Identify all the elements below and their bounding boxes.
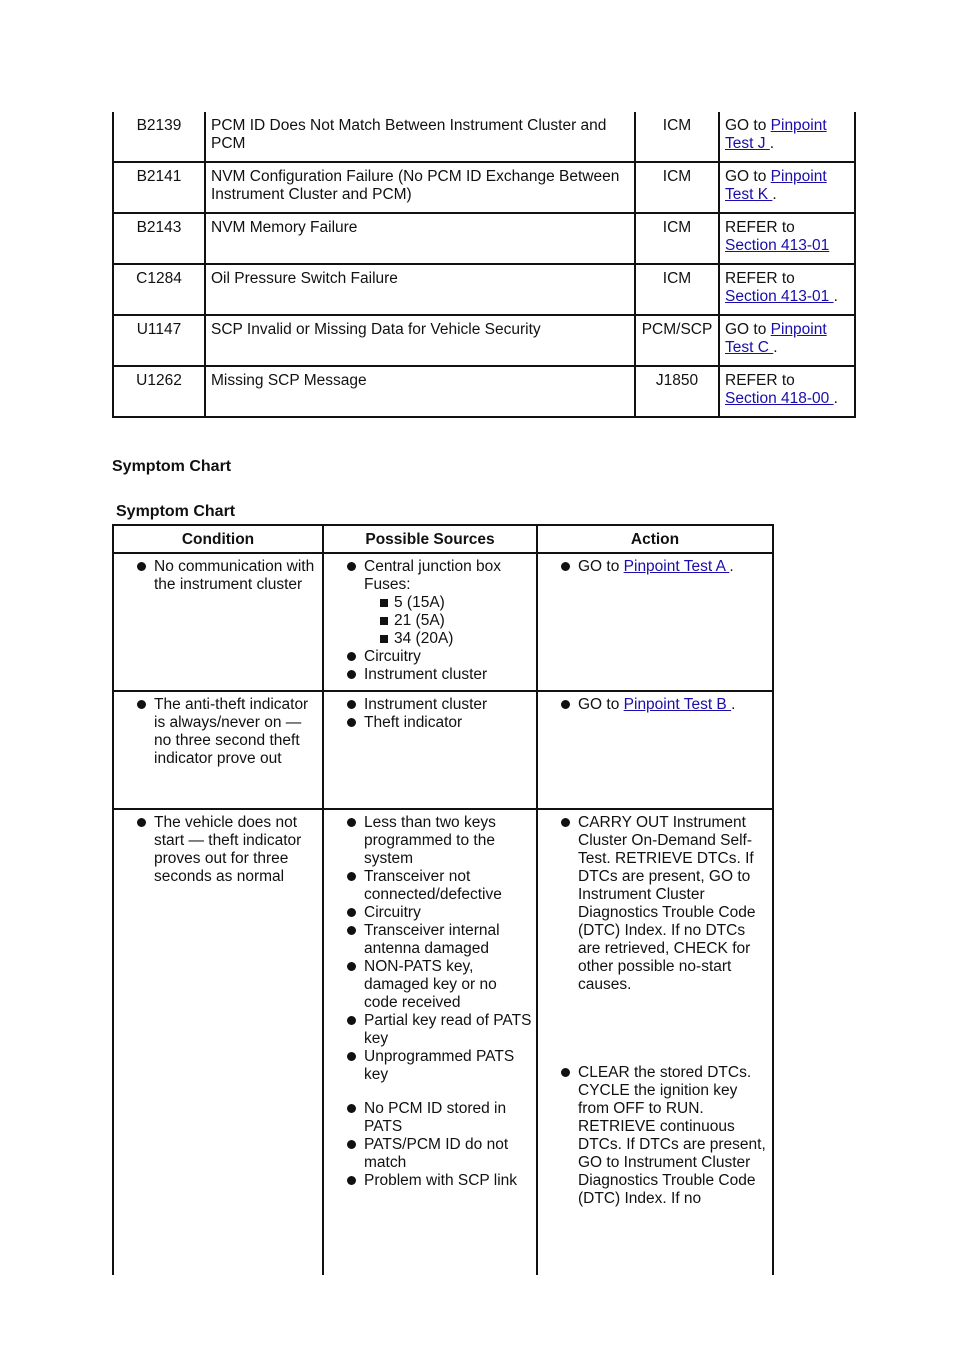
fuse-list xyxy=(364,594,534,648)
dtc-code: B2139 xyxy=(113,112,205,162)
pinpoint-test-b-link[interactable]: Pinpoint Test B xyxy=(623,696,732,713)
action-cell xyxy=(537,691,773,809)
pinpoint-test-a-link[interactable]: Pinpoint Test A xyxy=(623,558,730,575)
sources-list-group-1 xyxy=(326,814,534,1084)
table-row xyxy=(113,315,855,366)
table-row xyxy=(113,809,773,1275)
symptom-table xyxy=(112,524,774,1275)
sources-list xyxy=(326,558,534,684)
sources-list-group-2 xyxy=(326,1100,534,1190)
condition-list xyxy=(116,696,320,768)
possible-sources-header: Possible Sources xyxy=(323,525,537,553)
dtc-module: ICM xyxy=(635,213,719,264)
list-item: CARRY OUT Instrument Cluster On-Demand Self-Test. RETRIEVE DTCs. If DTCs are present, GO to Instrument Cluster Diagnostics Trouble Code (DTC) Index. If no DTCs are retrieved, CHECK for other possible no-start causes. xyxy=(578,814,770,994)
dtc-description: NVM Memory Failure xyxy=(205,213,635,264)
dtc-module: ICM xyxy=(635,264,719,315)
dtc-code: U1262 xyxy=(113,366,205,417)
action-list-1 xyxy=(540,814,770,994)
list-item xyxy=(578,696,770,714)
list-item: PATS/PCM ID do not match xyxy=(364,1136,534,1172)
section-413-01-link[interactable]: Section 413-01 xyxy=(725,288,834,305)
dtc-description: Missing SCP Message xyxy=(205,366,635,417)
dtc-code: C1284 xyxy=(113,264,205,315)
dtc-description: SCP Invalid or Missing Data for Vehicle Security xyxy=(205,315,635,366)
symptom-chart-heading: Symptom Chart xyxy=(112,458,232,475)
dtc-module: PCM/SCP xyxy=(635,315,719,366)
section-418-00-link[interactable]: Section 418-00 xyxy=(725,390,834,407)
action-suffix: . xyxy=(729,558,734,575)
dtc-action xyxy=(719,213,855,264)
list-item: Transceiver not connected/defective xyxy=(364,868,534,904)
action-text: REFER to xyxy=(725,270,795,287)
dtc-code: B2141 xyxy=(113,162,205,213)
pinpoint-test-k-link[interactable]: Pinpoint Test K xyxy=(725,168,827,203)
list-item: Unprogrammed PATS key xyxy=(364,1048,534,1084)
condition-list xyxy=(116,814,320,886)
sources-cell xyxy=(323,553,537,691)
action-suffix: . xyxy=(773,339,778,356)
table-row xyxy=(113,162,855,213)
dtc-module: ICM xyxy=(635,162,719,213)
dtc-table-body xyxy=(113,112,855,417)
list-item: Problem with SCP link xyxy=(364,1172,534,1190)
action-list xyxy=(540,696,770,714)
action-suffix: . xyxy=(833,390,838,407)
action-text: GO to xyxy=(725,321,771,338)
list-item: Theft indicator xyxy=(364,714,534,732)
condition-list xyxy=(116,558,320,594)
list-item: Circuitry xyxy=(364,648,534,666)
list-item: Instrument cluster xyxy=(364,666,534,684)
symptom-chart-caption: Symptom Chart xyxy=(116,503,236,520)
table-row xyxy=(113,691,773,809)
list-item: CLEAR the stored DTCs. CYCLE the ignition key from OFF to RUN. RETRIEVE continuous DTCs. If DTCs are present, GO to Instrument Cluster Diagnostics Trouble Code (DTC) Index. If no xyxy=(578,1064,770,1208)
pinpoint-test-j-link[interactable]: Pinpoint Test J xyxy=(725,117,827,152)
condition-cell xyxy=(113,691,323,809)
action-suffix: . xyxy=(772,186,777,203)
list-item xyxy=(364,558,534,648)
condition-header: Condition xyxy=(113,525,323,553)
spacer xyxy=(326,1084,534,1100)
action-cell xyxy=(537,809,773,1275)
action-text: GO to xyxy=(725,117,771,134)
list-item: No PCM ID stored in PATS xyxy=(364,1100,534,1136)
action-cell xyxy=(537,553,773,691)
list-item: Less than two keys programmed to the system xyxy=(364,814,534,868)
symptom-table-head xyxy=(113,525,773,553)
pinpoint-test-c-link[interactable]: Pinpoint Test C xyxy=(725,321,827,356)
dtc-module: ICM xyxy=(635,112,719,162)
list-item: Transceiver internal antenna damaged xyxy=(364,922,534,958)
list-item-text: Central junction box Fuses: xyxy=(364,558,501,593)
action-text: GO to xyxy=(578,696,624,713)
dtc-action xyxy=(719,315,855,366)
sources-cell xyxy=(323,691,537,809)
table-row xyxy=(113,553,773,691)
dtc-description: Oil Pressure Switch Failure xyxy=(205,264,635,315)
action-list-2 xyxy=(540,1064,770,1208)
section-413-01-link[interactable]: Section 413-01 xyxy=(725,237,830,254)
fuse-item: 34 (20A) xyxy=(394,630,534,648)
sources-cell xyxy=(323,809,537,1275)
list-item: No communication with the instrument cluster xyxy=(154,558,320,594)
action-text: GO to xyxy=(725,168,771,185)
dtc-description: NVM Configuration Failure (No PCM ID Exchange Between Instrument Cluster and PCM) xyxy=(205,162,635,213)
dtc-module: J1850 xyxy=(635,366,719,417)
list-item: Instrument cluster xyxy=(364,696,534,714)
table-header-row xyxy=(113,525,773,553)
symptom-table-body xyxy=(113,553,773,1275)
action-suffix: . xyxy=(769,135,775,152)
dtc-code: B2143 xyxy=(113,213,205,264)
list-item: The vehicle does not start — theft indicator proves out for three seconds as normal xyxy=(154,814,320,886)
list-item: Partial key read of PATS key xyxy=(364,1012,534,1048)
action-list xyxy=(540,558,770,576)
list-item: The anti-theft indicator is always/never on — no three second theft indicator prove out xyxy=(154,696,320,768)
list-item xyxy=(578,558,770,576)
dtc-table xyxy=(112,112,856,418)
action-header: Action xyxy=(537,525,773,553)
action-text: REFER to xyxy=(725,372,795,389)
dtc-action xyxy=(719,112,855,162)
list-item: NON-PATS key, damaged key or no code received xyxy=(364,958,534,1012)
condition-cell xyxy=(113,553,323,691)
dtc-action xyxy=(719,162,855,213)
table-row xyxy=(113,366,855,417)
list-item: Circuitry xyxy=(364,904,534,922)
dtc-action xyxy=(719,366,855,417)
action-text: REFER to xyxy=(725,219,795,236)
fuse-item: 21 (5A) xyxy=(394,612,534,630)
dtc-action xyxy=(719,264,855,315)
table-row xyxy=(113,112,855,162)
table-row xyxy=(113,213,855,264)
action-suffix: . xyxy=(731,696,736,713)
action-suffix: . xyxy=(833,288,838,305)
table-row xyxy=(113,264,855,315)
condition-cell xyxy=(113,809,323,1275)
fuse-item: 5 (15A) xyxy=(394,594,534,612)
dtc-code: U1147 xyxy=(113,315,205,366)
spacer xyxy=(540,994,770,1064)
action-text: GO to xyxy=(578,558,624,575)
dtc-description: PCM ID Does Not Match Between Instrument Cluster and PCM xyxy=(205,112,635,162)
sources-list xyxy=(326,696,534,732)
